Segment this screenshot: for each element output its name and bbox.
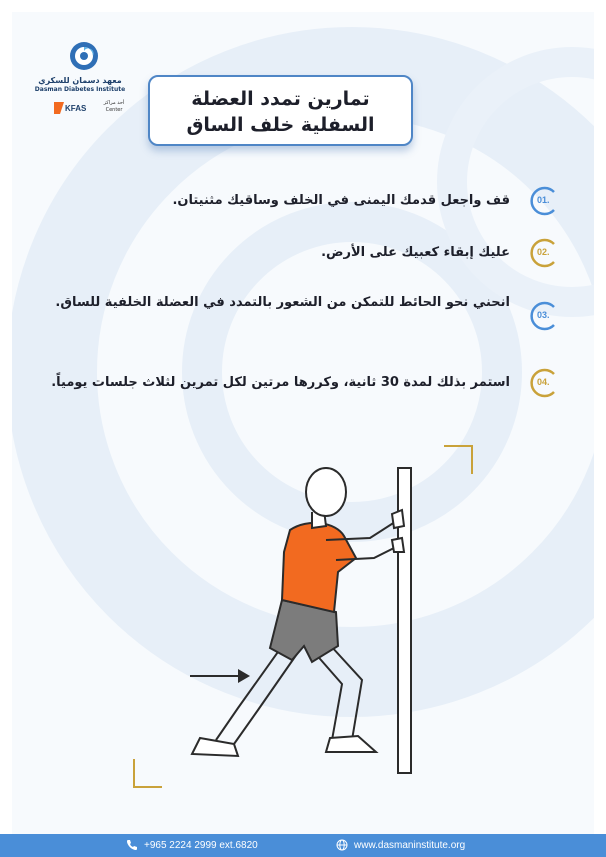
footer-bar	[0, 834, 606, 857]
step-4-number: 04.	[537, 377, 550, 387]
step-2-number-badge	[529, 238, 559, 268]
kfas-label: KFAS	[65, 104, 87, 113]
title-line-1: تمارين تمدد العضلة	[191, 88, 370, 110]
step-3-number-badge	[529, 301, 559, 331]
step-1-number-badge	[529, 186, 559, 216]
step-3-number: 03.	[537, 310, 550, 320]
kfas-badge-icon	[52, 98, 96, 118]
calf-stretch-illustration	[130, 440, 475, 790]
step-4-text: استمر بذلك لمدة 30 ثانية، وكررها مرتين لكل تمرين لثلاث جلسات يومياً.	[51, 375, 510, 390]
footer-website-text: www.dasmaninstitute.org	[354, 839, 466, 851]
kfas-subtitle-arabic: أحد مراكز	[103, 100, 125, 106]
head	[306, 468, 346, 516]
kfas-subtitle	[100, 100, 128, 114]
kfas-subtitle-english: Center	[105, 107, 123, 113]
title-line-2: السفلية خلف الساق	[186, 114, 375, 136]
institute-name-english: Dasman Diabetes Institute	[34, 86, 126, 93]
step-2-text: عليك إبقاء كعبيك على الأرض.	[321, 245, 510, 260]
step-3-text: انحني نحو الحائط للتمكن من الشعور بالتمدد في العضلة الخلفية للساق.	[55, 295, 510, 310]
footer-website[interactable]	[336, 839, 465, 851]
shirt	[282, 523, 356, 612]
step-1-number: 01.	[537, 195, 550, 205]
step-1-text: قف واجعل قدمك اليمنى في الخلف وساقيك مثنيتان.	[172, 193, 510, 208]
back-foot	[192, 738, 238, 756]
footer-phone-text: +965 2224 2999 ext.6820	[144, 839, 258, 851]
phone-icon	[126, 839, 138, 851]
institute-logo-icon	[69, 41, 99, 71]
title-card	[148, 75, 413, 146]
kfas-logo	[52, 98, 130, 122]
globe-icon	[336, 839, 348, 851]
institute-logo	[30, 36, 130, 122]
step-2-number: 02.	[537, 247, 550, 257]
step-4-number-badge	[529, 368, 559, 398]
arrow-icon	[190, 669, 250, 683]
institute-name-arabic: معهد دسمان للسكري	[38, 76, 122, 85]
front-foot	[326, 736, 376, 752]
footer-phone[interactable]	[126, 839, 258, 851]
